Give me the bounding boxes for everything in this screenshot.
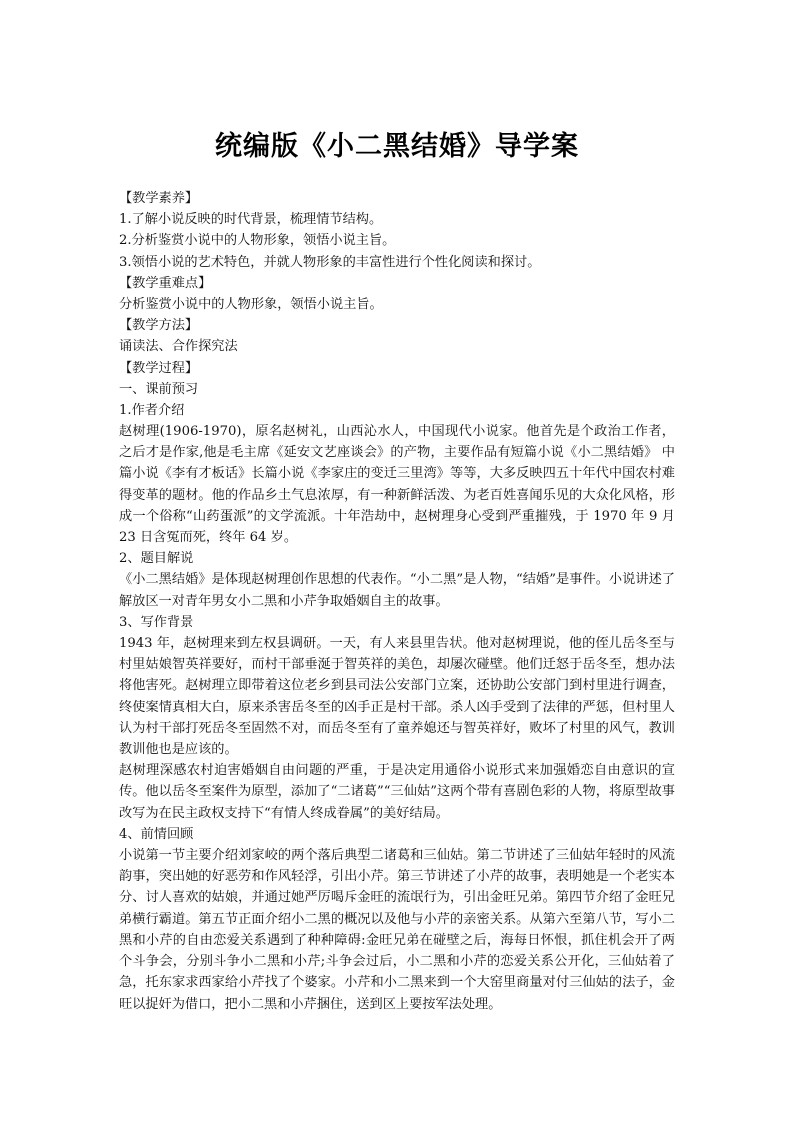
literacy-item-1: 1.了解小说反映的时代背景，梳理情节结构。 (119, 212, 383, 228)
section-heading-difficulty: 【教学重难点】 (119, 275, 212, 291)
author-heading: 1.作者介绍 (119, 402, 185, 418)
document-body (119, 188, 675, 1015)
recap-paragraph: 小说第一节主要介绍刘家峧的两个落后典型二诸葛和三仙姑。第二节讲述了三仙姑年轻时的风流韵事，突出她的好恶劳和作风轻浮，引出小芹。第三节讲述了小芹的故事，表明她是一个老实本分、讨人喜欢的姑娘，并通过她严厉喝斥金旺的流氓行为，引出金旺兄弟。第四节介绍了金旺兄弟横行霸道。第五节正面介绍小二黑的概况以及他与小芹的亲密关系。从第六至第八节，写小二黑和小芹的自由恋爱关系遇到了种种障碍:金旺兄弟在碰壁之后，海每日怀恨，抓住机会开了两个斗争会，分别斗争小二黑和小芹;斗争会过后，小二黑和小芹的恋爱关系公开化，三仙姑着了急，托东家求西家给小芹找了个婆家。小芹和小二黑来到一个大窑里商量对付三仙姑的法子，金旺以捉奸为借口，把小二黑和小芹捆住，送到区上要按军法处理。 (119, 848, 675, 1012)
background-heading: 3、写作背景 (119, 614, 194, 630)
recap-heading: 4、前情回顾 (119, 826, 194, 842)
document-title: 统编版《小二黑结婚》导学案 (215, 131, 579, 162)
title-explanation-paragraph: 《小二黑结婚》是体现赵树理创作思想的代表作。“小二黑”是人物，“结婚”是事件。小说讲述了解放区一对青年男女小二黑和小芹争取婚姻自主的故事。 (119, 572, 675, 609)
preview-heading: 一、课前预习 (119, 381, 199, 397)
title-explanation-heading: 2、题目解说 (119, 551, 194, 567)
literacy-item-2: 2.分析鉴赏小说中的人物形象，领悟小说主旨。 (119, 233, 396, 249)
difficulty-text: 分析鉴赏小说中的人物形象，领悟小说主旨。 (119, 296, 383, 312)
background-paragraph-2: 赵树理深感农村迫害婚姻自由问题的严重，于是决定用通俗小说形式来加强婚恋自由意识的宣传。他以岳冬至案件为原型，添加了“二诸葛”“三仙姑”这两个带有喜剧色彩的人物，将原型故事改写为在民主政权支持下“有情人终成眷属”的美好结局。 (119, 763, 675, 821)
background-paragraph-1: 1943 年，赵树理来到左权县调研。一天，有人来县里告状。他对赵树理说，他的侄儿岳冬至与村里姑娘智英祥要好，而村干部垂涎于智英祥的美色，却屡次碰壁。他们迁怒于岳冬至，想办法将他害死。赵树理立即带着这位老乡到县司法公安部门立案，还协助公安部门到村里进行调查，终使案情真相大白，原来杀害岳冬至的凶手正是村干部。杀人凶手受到了法律的严惩，但村里人认为村干部打死岳冬至固然不对，而岳冬至有了童养媳还与智英祥好，败坏了村里的风气，教训教训他也是应该的。 (119, 636, 675, 758)
author-paragraph: 赵树理(1906-1970)，原名赵树礼，山西沁水人，中国现代小说家。他首先是个政治工作者，之后才是作家,他是毛主席《延安文艺座谈会》的产物，主要作品有短篇小说《小二黑结婚》 中篇小说《李有才板话》长篇小说《李家庄的变迁三里湾》等等，大多反映四五十年代中国农村难得变革的题材。他的作品乡土气息浓厚，有一种新鲜活泼、为老百姓喜闻乐见的大众化风格，形成一个俗称“山药蛋派”的文学流派。十年浩劫中，赵树理身心受到严重摧残，于 1970 年 9 月 23 日含冤而死，终年 64 岁。 (119, 424, 675, 546)
method-text: 诵读法、合作探究法 (119, 339, 238, 355)
section-heading-literacy: 【教学素养】 (119, 191, 199, 206)
literacy-item-3: 3.领悟小说的艺术特色，并就人物形象的丰富性进行个性化阅读和探讨。 (119, 254, 541, 270)
section-heading-process: 【教学过程】 (119, 360, 199, 376)
section-heading-method: 【教学方法】 (119, 318, 199, 334)
